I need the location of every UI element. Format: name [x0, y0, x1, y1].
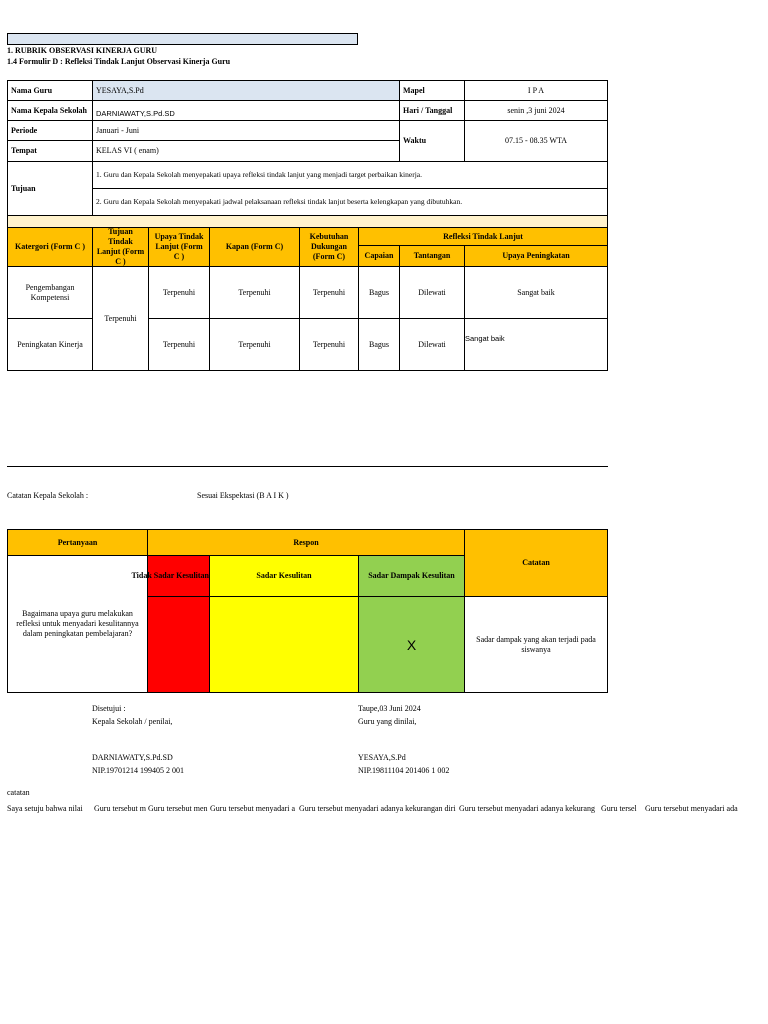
sign-left-name: DARNIAWATY,S.Pd.SD [92, 753, 173, 762]
mapel-value: I P A [464, 80, 608, 101]
row1-peningkatan: Sangat baik [464, 266, 608, 319]
sign-right-2: Guru yang dinilai, [358, 717, 417, 726]
note-cell: Guru tersebut men [148, 804, 208, 813]
row1-upaya: Terpenuhi [148, 266, 210, 319]
answer-mark: X [358, 596, 465, 693]
note-cell: Guru tersel [601, 804, 637, 813]
header-capaian: Capaian [358, 245, 400, 267]
top-header-bar [7, 33, 358, 45]
tujuan-2: 2. Guru dan Kepala Sekolah menyepakati jadwal pelaksanaan refleksi tindak lanjut beserta kelengkapan yang dibutuhkan. [92, 188, 608, 216]
answer-red [147, 596, 210, 693]
note-cell: Guru tersebut menyadari adanya kekurang [459, 804, 595, 813]
header-peningkatan: Upaya Peningkatan [464, 245, 608, 267]
catatan-kepala-value: Sesuai Ekspektasi (B A I K ) [197, 491, 289, 500]
header-pertanyaan: Pertanyaan [7, 529, 148, 556]
periode-label: Periode [7, 120, 93, 141]
row2-upaya: Terpenuhi [148, 318, 210, 371]
row1-tantangan: Dilewati [399, 266, 465, 319]
tujuan-label: Tujuan [7, 161, 93, 216]
row2-kebutuhan: Terpenuhi [299, 318, 359, 371]
note-cell: Guru tersebut menyadari adanya kekurangan diri [299, 804, 456, 813]
sign-left-2: Kepala Sekolah / penilai, [92, 717, 173, 726]
note-cell: Guru tersebut menyadari a [210, 804, 296, 813]
catatan-value: Sadar dampak yang akan terjadi pada siswanya [464, 596, 608, 693]
hari-label: Hari / Tanggal [399, 100, 465, 121]
sign-right-nip: NIP.19811104 201406 1 002 [358, 766, 450, 775]
form-title: 1. RUBRIK OBSERVASI KINERJA GURU [7, 46, 158, 55]
mapel-label: Mapel [399, 80, 465, 101]
question-text: Bagaimana upaya guru melakukan refleksi untuk menyadari kesulitannya dalam peningkatan pembelajaran? [7, 555, 148, 693]
sign-right-1: Taupe,03 Juni 2024 [358, 704, 421, 713]
note-cell: Saya setuju bahwa nilai [7, 804, 83, 813]
header-kapan: Kapan (Form C) [209, 227, 300, 267]
header-kebutuhan: Kebutuhan Dukungan (Form C) [299, 227, 359, 267]
kepala-label: Nama Kepala Sekolah [7, 100, 93, 121]
header-refleksi: Refleksi Tindak Lanjut [358, 227, 608, 246]
header-catatan: Catatan [464, 529, 608, 597]
nama-guru-value: YESAYA,S.Pd [92, 80, 400, 101]
sign-right-name: YESAYA,S.Pd [358, 753, 406, 762]
row2-tantangan: Dilewati [399, 318, 465, 371]
catatan-kepala-label: Catatan Kepala Sekolah : [7, 491, 89, 500]
catatan-footer-label: catatan [7, 788, 30, 797]
col-sadar-kesulitan: Sadar Kesulitan [209, 555, 359, 597]
row1-kategori: Pengembangan Kompetensi [7, 266, 93, 319]
hari-value: senin ,3 juni 2024 [464, 100, 608, 121]
tujuan-1: 1. Guru dan Kepala Sekolah menyepakati upaya refleksi tindak lanjut yang menjadi target perbaikan kinerja. [92, 161, 608, 189]
row2-peningkatan: Sangat baik [464, 318, 608, 371]
row1-kebutuhan: Terpenuhi [299, 266, 359, 319]
kepala-value: DARNIAWATY,S.Pd.SD [92, 100, 400, 121]
row1-capaian: Bagus [358, 266, 400, 319]
col-sadar-dampak: Sadar Dampak Kesulitan [358, 555, 465, 597]
waktu-label: Waktu [399, 120, 465, 162]
note-cell: Guru tersebut m [94, 804, 146, 813]
tempat-value: KELAS VI ( enam) [92, 140, 400, 162]
footer-notes-row [0, 804, 768, 816]
divider [7, 466, 608, 467]
sign-left-nip: NIP.19701214 199405 2 001 [92, 766, 185, 775]
tujuan-merged: Terpenuhi [92, 266, 149, 371]
header-respon: Respon [147, 529, 465, 556]
form-subtitle: 1.4 Formulir D : Refleksi Tindak Lanjut Observasi Kinerja Guru [7, 57, 231, 66]
note-cell: Guru tersebut menyadari ada [645, 804, 738, 813]
col-tidak-sadar: Tidak Sadar Kesulitan [147, 555, 210, 597]
row2-kategori: Peningkatan Kinerja [7, 318, 93, 371]
header-tantangan: Tantangan [399, 245, 465, 267]
header-upaya: Upaya Tindak Lanjut (Form C ) [148, 227, 210, 267]
answer-yellow [209, 596, 359, 693]
tempat-label: Tempat [7, 140, 93, 162]
row2-kapan: Terpenuhi [209, 318, 300, 371]
periode-value: Januari - Juni [92, 120, 400, 141]
header-tujuan: Tujuan Tindak Lanjut (Form C ) [92, 227, 149, 267]
nama-guru-label: Nama Guru [7, 80, 93, 101]
waktu-value: 07.15 - 08.35 WTA [464, 120, 608, 162]
header-kategori: Katergori (Form C ) [7, 227, 93, 267]
row1-kapan: Terpenuhi [209, 266, 300, 319]
row2-capaian: Bagus [358, 318, 400, 371]
sign-left-1: Disetujui : [92, 704, 126, 713]
